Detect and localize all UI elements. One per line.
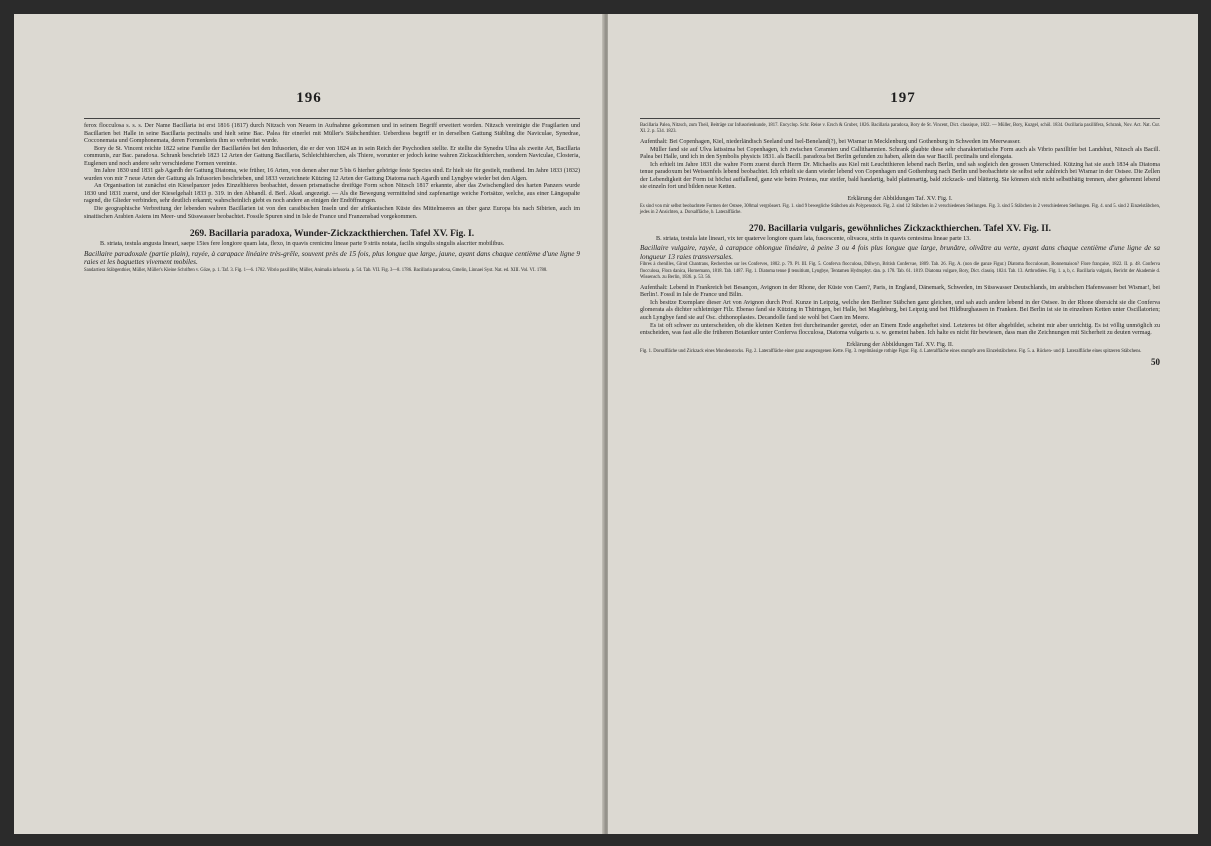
paragraph: ferox flocculosa s. s. s. Der Name Bacillaria ist erst 1816 (1817) durch Nitzsch von Neuem in Aufnahme gekommen und in seinem Begriff erweitert worden. Nitzsch vereinigte die Fragilarien und Bacillarien bei Halle in seine Bacillaria pectinalis und hielt seine Bac. Palea für einerlei mit Müller's Stäbchenthier. Ueberdiess begriff er in derselben Gattung Stäbling die Naviculae, Synedrae, Cocconemata und Gomphonemata, deren Formenkreis ihm so verbreitet wurde.: [84, 123, 580, 145]
left-text-column: [84, 118, 580, 274]
paragraph: Bory de St. Vincent reichte 1822 seine Familie der Bacillariées bei den Infusorien, die er der von 1824 an in sein Reich der Psychodien stellte. Er stellte die Synedra Ulna als zweite Art, Bacillaria communis, zur Bac. paradoxa. Schrank beschrieb 1823 12 Arten der Gattung Bacillaria, Schleichthierchen, als Thiere, worunter er jedoch keine wahren Zickzackthierchen, sondern Naviculae, Closteria, Euglenen und noch andere sehr verschiedene Formen vereinte.: [84, 145, 580, 167]
paragraph: Müller fand sie auf Ulva latissima bei Copenhagen, ich zwischen Ceramien und Callithamnien. Schrank glaubte diese sehr charakteristische Form auch als Vibrio paxillifer bei Landshut, Nitzsch als Bacill. Palea bei Halle, und ich in den Symbolis physicis 1831. als Bacill. paradoxa bei Berlin gefunden zu haben, allein das war Bacill. pectinalis und elongata.: [640, 146, 1160, 161]
signature-mark: 50: [1151, 357, 1160, 368]
paragraph: An Organisation ist zunächst ein Kieselpanzer jedes Einzelthieres beobachtet, dessen prismatische dreifüge Form schon Nitzsch 1817 erkannte, aber das Zwischenglied des harten Panzers wurde 1830 und 1831 zuerst, und der Kieselgehalt 1833 p. 319. in den Abhandl. d. Berl. Akad. angezeigt. — Als die Bewegung vermittelnd sind zapfenartige weiche Fortsätze, welche, aus einer Längsspalte ragend, die Glieder verbinden, sehr deutlich erkannt; wahrscheinlich giebt es noch andere an einigen der Endöffnungen.: [84, 183, 580, 205]
paragraph: Es ist oft schwer zu unterscheiden, ob die kleinen Ketten frei durcheinander gereizt, oder an Einem Ende angeheftet sind. Letzteres ist öfter abgebildet, scheint mir aber unrichtig. Es ist völlig unmöglich zu entscheiden, was fast alle die früheren Botaniker unter Conferva flocculosa, Diatoma vulgaris u. s. w. gemeint haben. Ich halte es nicht für bewiesen, dass man die Zeichnungen mit Sicherheit zu deuten vermag.: [640, 322, 1160, 337]
synonym-list: Bacillaria Palea, Nitzsch, zum Theil, Beiträge zur Infusorienkunde, 1817. Encyclop. Schr. Reise v. Ersch & Gruber, 1826. Bacillaria paradoxa, Bory de St. Vincent, Dict. classique, 1822. — Müller, Bory, Kuzgel, schöl. 1834. Oscillaria paxillifera, Schrank, Nov. Act. Nat. Cur. XI. 2. p. 534. 1823.: [640, 123, 1160, 135]
species-latin-diagnosis: B. striata, testula late lineari, vix ter quaterve longiore quam lata, fuscescente, olivacea, striis in quavis centesima lineae parte 13.: [656, 235, 971, 242]
page-number: 197: [890, 90, 916, 106]
synonym-list: Fibres à chenilles, Girod Chantrans, Recherches sur les Conferves, 1802. p. 79. Pl. III. Fig. 5. Conferva flocculosa, Dillwyn, British Confervae, 1809. Tab. 26. Fig. A. (non die ganze Figur.) Diatoma flocculosum, Bonnemaison? Flore française, 1822. II. p. 48. Conferva flocculosa, Flora danica, Hornemann, 1818. Tab. 1487. Fig. 1. Diatoma tenue β tenuitium, Lyngbye, Tentamen Hydrophyt. dan. p. 178. Tab. 61. 1819. Diatoma vulgare, Bory, Dict. classiq. 1824. Tab. 13. Arthrodiées. Fig. 1. a, b, c. Bacillaria vulgaris, Bericht der Akademie d. Wissensch. zu Berlin, 1836. p. 53. 56.: [640, 262, 1160, 280]
figure-explanation: Es sind von mir selbst beobachtete Formen der Ostsee, 300mal vergrössert. Fig. 1. sind 9 bewegliche Stäbchen als Polypenstock. Fig. 2. sind 12 Stäbchen in 2 verschiedenen Stellungen. Fig. 3. sind 5 Stäbchen in 2 verschiedenen Stellungen. Fig. 4. und 5. sind 2 Einzelstäbchen, jedes in 2 Ansichten, a. Dorsalfläche, b. Lateralfläche.: [640, 203, 1160, 215]
habitat: Aufenthalt: Lebend in Frankreich bei Besançon, Avignon in der Rhone, der Küste von Caen?, Paris, in England, Dänemark, Schweden, im Süsswasser Deutschlands, im arabischen Hafenwasser bei Wismar!, bei Berlin!. Fossil in Isle de France und Bilin.: [640, 284, 1160, 299]
book-spread: [14, 14, 1198, 834]
page-number: 196: [296, 90, 322, 106]
species-french-diagnosis: Bacillaire paradoxale (partie plain), rayée, à carapace linéaire très-grêle, souvent près de 15 fois, plus longue que large, jaune, ayant dans chaque centième d'une ligne 9 raies et les baguettes vivement mobiles.: [84, 249, 580, 267]
paragraph: Ich besitze Exemplare dieser Art von Avignon durch Prof. Kunze in Leipzig, welche den Berliner Stäbchen ganz gleichen, und sah auch andere lebend in der Ostsee. In der Rhone übersicht sie die Conferva glomerata als dichter schleimiger Filz. Ebenso fand sie Kützing in Thüringen, bei Halle, bei Magdeburg, bei Leipzig und bei Hildburghausen in Franken. Bei Berlin ist sie in einzelnen Ketten unter Oscillatorien; auch Lyngbye fand sie auf Osc. chthonoplastes. Decandolle fand sie wohl bei Caen im Meere.: [640, 299, 1160, 321]
paragraph: Ich erhielt im Jahre 1831 die wahre Form zuerst durch Herrn Dr. Michaelis aus Kiel mit Leuchtthieren lebend nach Berlin, und sah sogleich den grossen Unterschied. Kützing hat sie auch 1834 als Diatoma tenue paradoxum bei Weissenfels lebend beobachtet. Ich erhielt sie dann wieder lebend von Copenhagen und Gothenburg nach Berlin und beobachtete sie selbst sehr zahlreich bei Wismar in der Ostsee. Die Zellen der Lebendigkeit der Form ist höchst auffallend, ganz wie beim Proteus, nur steifer, bald handartig, bald plattenartig, bald zickzack- und blätterig. Sie können sich nicht selbstthätig trennen, aber gehemmt lebend sie einzeln fort und bilden neue Ketten.: [640, 161, 1160, 191]
species-heading: 269. Bacillaria paradoxa, Wunder-Zickzackthierchen. Tafel XV. Fig. I.: [189, 229, 475, 240]
paragraph: Im Jahre 1830 und 1831 gab Agardh der Gattung Diatoma, wie früher, 16 Arten, von denen aber nur 5 bis 6 hierher gehörige feste Species sind. Er hielt sie für gestielt, muthend. Im Jahre 1833 (1832) wurden von mir 7 neue Arten der Gattung als Infusorien beschrieben, und 1833 verzeichnete Kützing 12 Arten der Gattung Diatoma nach Agardh und Lyngbye wieder bei den Algen.: [84, 168, 580, 182]
species-latin-diagnosis: B. striata, testula angusta lineari, saepe 15ies fere longiore quam lata, flexo, in quavis crenicinu lineae parte 9 striis notata, facilis singulis singulis alacriter mobilibus.: [100, 241, 505, 248]
paragraph: Die geographische Verbreitung der lebenden wahren Bacillarien ist von den caraibischen Inseln und der afrikanischen Küste des Mittelmeeres an über ganz Europa bis nach Sibirien, auch im sinaitischen Arabien Asiens im Meer- und Süsswasser beobachtet. Fossile Spuren sind in Isle de France und Franzensbad vorgekommen.: [84, 206, 580, 220]
right-text-column: [640, 118, 1160, 367]
figure-explanation-title: Erklärung der Abbildungen Taf. XV. Fig. I.: [847, 196, 953, 203]
species-french-diagnosis: Bacillaire vulgaire, rayée, à carapace oblongue linéaire, à peine 3 ou 4 fois plus longue que large, brunâtre, olivâtre au verte, ayant dans chaque centième d'une ligne de sa longueur 13 raies transversales.: [640, 244, 1160, 261]
left-page: [14, 14, 604, 834]
species-heading: 270. Bacillaria vulgaris, gewöhnliches Zickzackthierchen. Tafel XV. Fig. II.: [748, 223, 1052, 234]
figure-explanation: Fig. 1. Dorsalfläche und Zickzack eines Mondenstocks. Fig. 2. Lateralfläche einer ganz ausgezogenen Kette. Fig. 3. regelmässige rothige Figur. Fig. 4. Lateralfläche eines stumpfe aren Einzelstäbchens. Fig. 5. a. Rücken- und β. Lateralfläche eines spitzeren Stäbchens.: [640, 349, 1142, 355]
figure-explanation-title: Erklärung der Abbildungen Taf. XV. Fig. II.: [846, 341, 954, 348]
habitat: Aufenthalt: Bei Copenhagen, Kiel, niederländisch Seeland und Isel-Beneland(?), bei Wismar in Mecklenburg und Gothenburg in Schweden im Meerwasser.: [640, 139, 1021, 146]
synonym-list: Sandartiera Stäbgenthier, Müller, Müller's Kleine Schriften v. Göze, p. 1. Taf. 3. Fig. 1—6. 1782. Vibrio paxillifer, Müller, Animalia infusoria. p. 54. Tab. VII. Fig. 3—8. 1786. Bacillaria paradoxa, Gmelin, Linnaei Syst. Nat. ed. XIII. Vol. VI. 1788.: [84, 267, 548, 273]
right-page: [608, 14, 1198, 834]
